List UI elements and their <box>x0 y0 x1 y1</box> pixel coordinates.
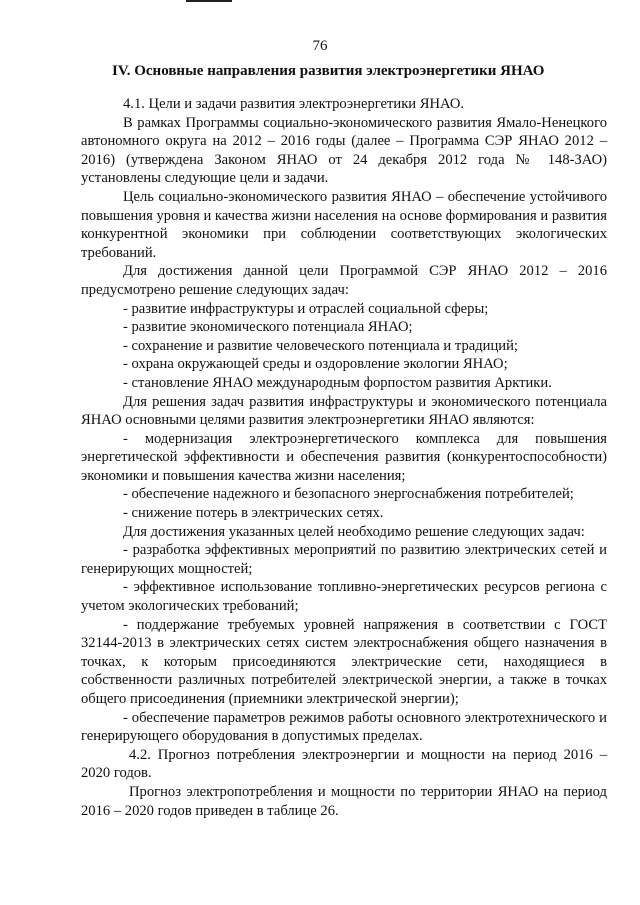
list-item: - обеспечение параметров режимов работы основного электротехнического и генерирующего оборудования в допустимых пределах. <box>81 709 607 745</box>
page-number: 76 <box>312 38 328 54</box>
document-body <box>81 95 607 820</box>
list-item: - развитие экономического потенциала ЯНАО; <box>123 319 413 336</box>
list-item: - разработка эффективных мероприятий по развитию электрических сетей и генерирующих мощностей; <box>81 542 607 577</box>
list-item: - эффективное использование топливно-энергетических ресурсов региона с учетом экологических требований; <box>81 579 607 615</box>
list-item: - охрана окружающей среды и оздоровление экологии ЯНАО; <box>123 356 508 373</box>
paragraph-electro-goals: Для решения задач развития инфраструктуры и экономического потенциала ЯНАО основными целями развития электроэнергетики ЯНАО являются: <box>81 393 607 429</box>
paragraph-forecast-ref: Прогноз электропотребления и мощности по территории ЯНАО на период 2016 – 2020 годов приведен в таблице 26. <box>81 783 607 819</box>
paragraph-forecast-title: 4.2. Прогноз потребления электроэнергии и мощности на период 2016 – 2020 годов. <box>81 746 607 782</box>
paragraph-goals-title: 4.1. Цели и задачи развития электроэнергетики ЯНАО. <box>123 96 465 112</box>
list-item: - развитие инфраструктуры и отраслей социальной сферы; <box>123 300 489 317</box>
list-item: - снижение потерь в электрических сетях. <box>123 505 384 522</box>
paragraph-tasks-intro: Для достижения данной цели Программой СЭР ЯНАО 2012 – 2016 предусмотрено решение следующих задач: <box>81 263 607 298</box>
scan-edge-mark <box>186 0 232 2</box>
list-item: - обеспечение надежного и безопасного энергоснабжения потребителей; <box>123 486 574 503</box>
list-item: - сохранение и развитие человеческого потенциала и традиций; <box>123 337 518 354</box>
paragraph-tasks-needed: Для достижения указанных целей необходимо решение следующих задач: <box>123 523 585 540</box>
paragraph-goal: Цель социально-экономического развития ЯНАО – обеспечение устойчивого повышения уровня и качества жизни населения на основе формирования и развития конкурентной экономики при соблюдении соответствующих экологических требований. <box>81 188 607 261</box>
paragraph-program: В рамках Программы социально-экономического развития Ямало-Ненецкого автономного округа на 2012 – 2016 годы (далее – Программа СЭР ЯНАО 2012 – 2016) (утверждена Законом ЯНАО от 24 декабря 2012 года № 148-ЗАО) установлены следующие цели и задачи. <box>81 114 607 187</box>
list-item: - поддержание требуемых уровней напряжения в соответствии с ГОСТ 32144-2013 в электрических сетях систем электроснабжения общего назначения в точках, к которым присоединяются электрические сети, находящиеся в собственности различных потребителей электрической энергии, а также в точках общего присоединения (приемники электрической энергии); <box>81 616 607 707</box>
list-item: - модернизация электроэнергетического комплекса для повышения энергетической эффективности и обеспечения развития (конкурентоспособности) экономики и повышения качества жизни населения; <box>81 430 607 484</box>
section-heading: IV. Основные направления развития электроэнергетики ЯНАО <box>112 63 545 79</box>
list-item: - становление ЯНАО международным форпостом развития Арктики. <box>123 374 552 391</box>
